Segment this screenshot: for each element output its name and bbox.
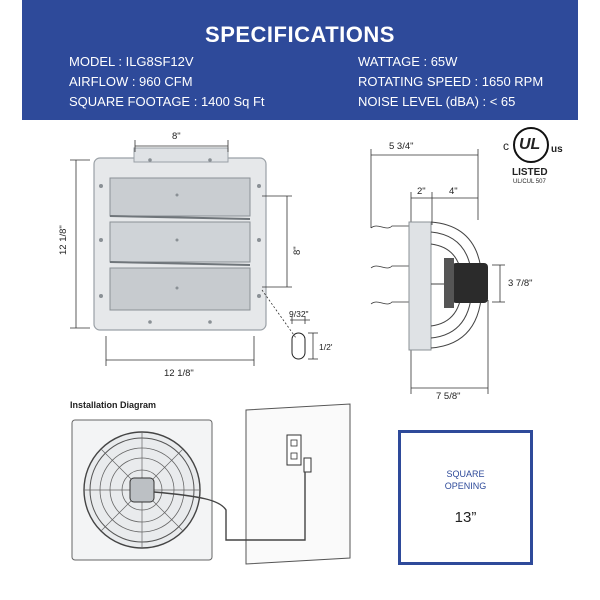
slot-height-label: 1/2' — [319, 342, 333, 352]
ul-c-label: c — [503, 139, 509, 153]
ul-listed-label: LISTED — [512, 167, 548, 178]
side-dim-flange: 2" — [417, 186, 426, 197]
spec-noise-level: NOISE LEVEL (dBA) : < 65 — [358, 94, 516, 109]
front-dim-right: 8" — [292, 246, 303, 255]
square-opening-line1: SQUARE — [446, 469, 485, 479]
side-dim-motor: 3 7/8" — [508, 278, 533, 289]
spec-model: MODEL : ILG8SF12V — [69, 54, 194, 69]
banner-title: SPECIFICATIONS — [205, 22, 395, 47]
ul-mark-label: UL — [519, 136, 541, 153]
slot-width-label: 9/32" — [289, 309, 309, 319]
installation-title: Installation Diagram — [70, 400, 157, 410]
spec-airflow: AIRFLOW : 960 CFM — [69, 74, 193, 89]
front-dim-bottom: 12 1/8" — [164, 368, 194, 379]
ul-standard-label: UL/CUL 507 — [513, 179, 546, 185]
front-dim-left: 12 1/8" — [58, 225, 69, 255]
square-opening-line2: OPENING — [444, 481, 487, 491]
side-dim-bottom: 7 5/8" — [436, 391, 461, 402]
side-dim-total: 5 3/4" — [389, 141, 414, 152]
square-opening-box — [398, 430, 533, 565]
square-opening-size: 13” — [454, 509, 477, 526]
ul-us-label: us — [551, 144, 563, 155]
front-dim-top: 8" — [172, 131, 181, 142]
spec-square-footage: SQUARE FOOTAGE : 1400 Sq Ft — [69, 94, 265, 109]
spec-wattage: WATTAGE : 65W — [358, 54, 458, 69]
spec-rotating-speed: ROTATING SPEED : 1650 RPM — [358, 74, 544, 89]
side-dim-guard: 4" — [449, 186, 458, 197]
